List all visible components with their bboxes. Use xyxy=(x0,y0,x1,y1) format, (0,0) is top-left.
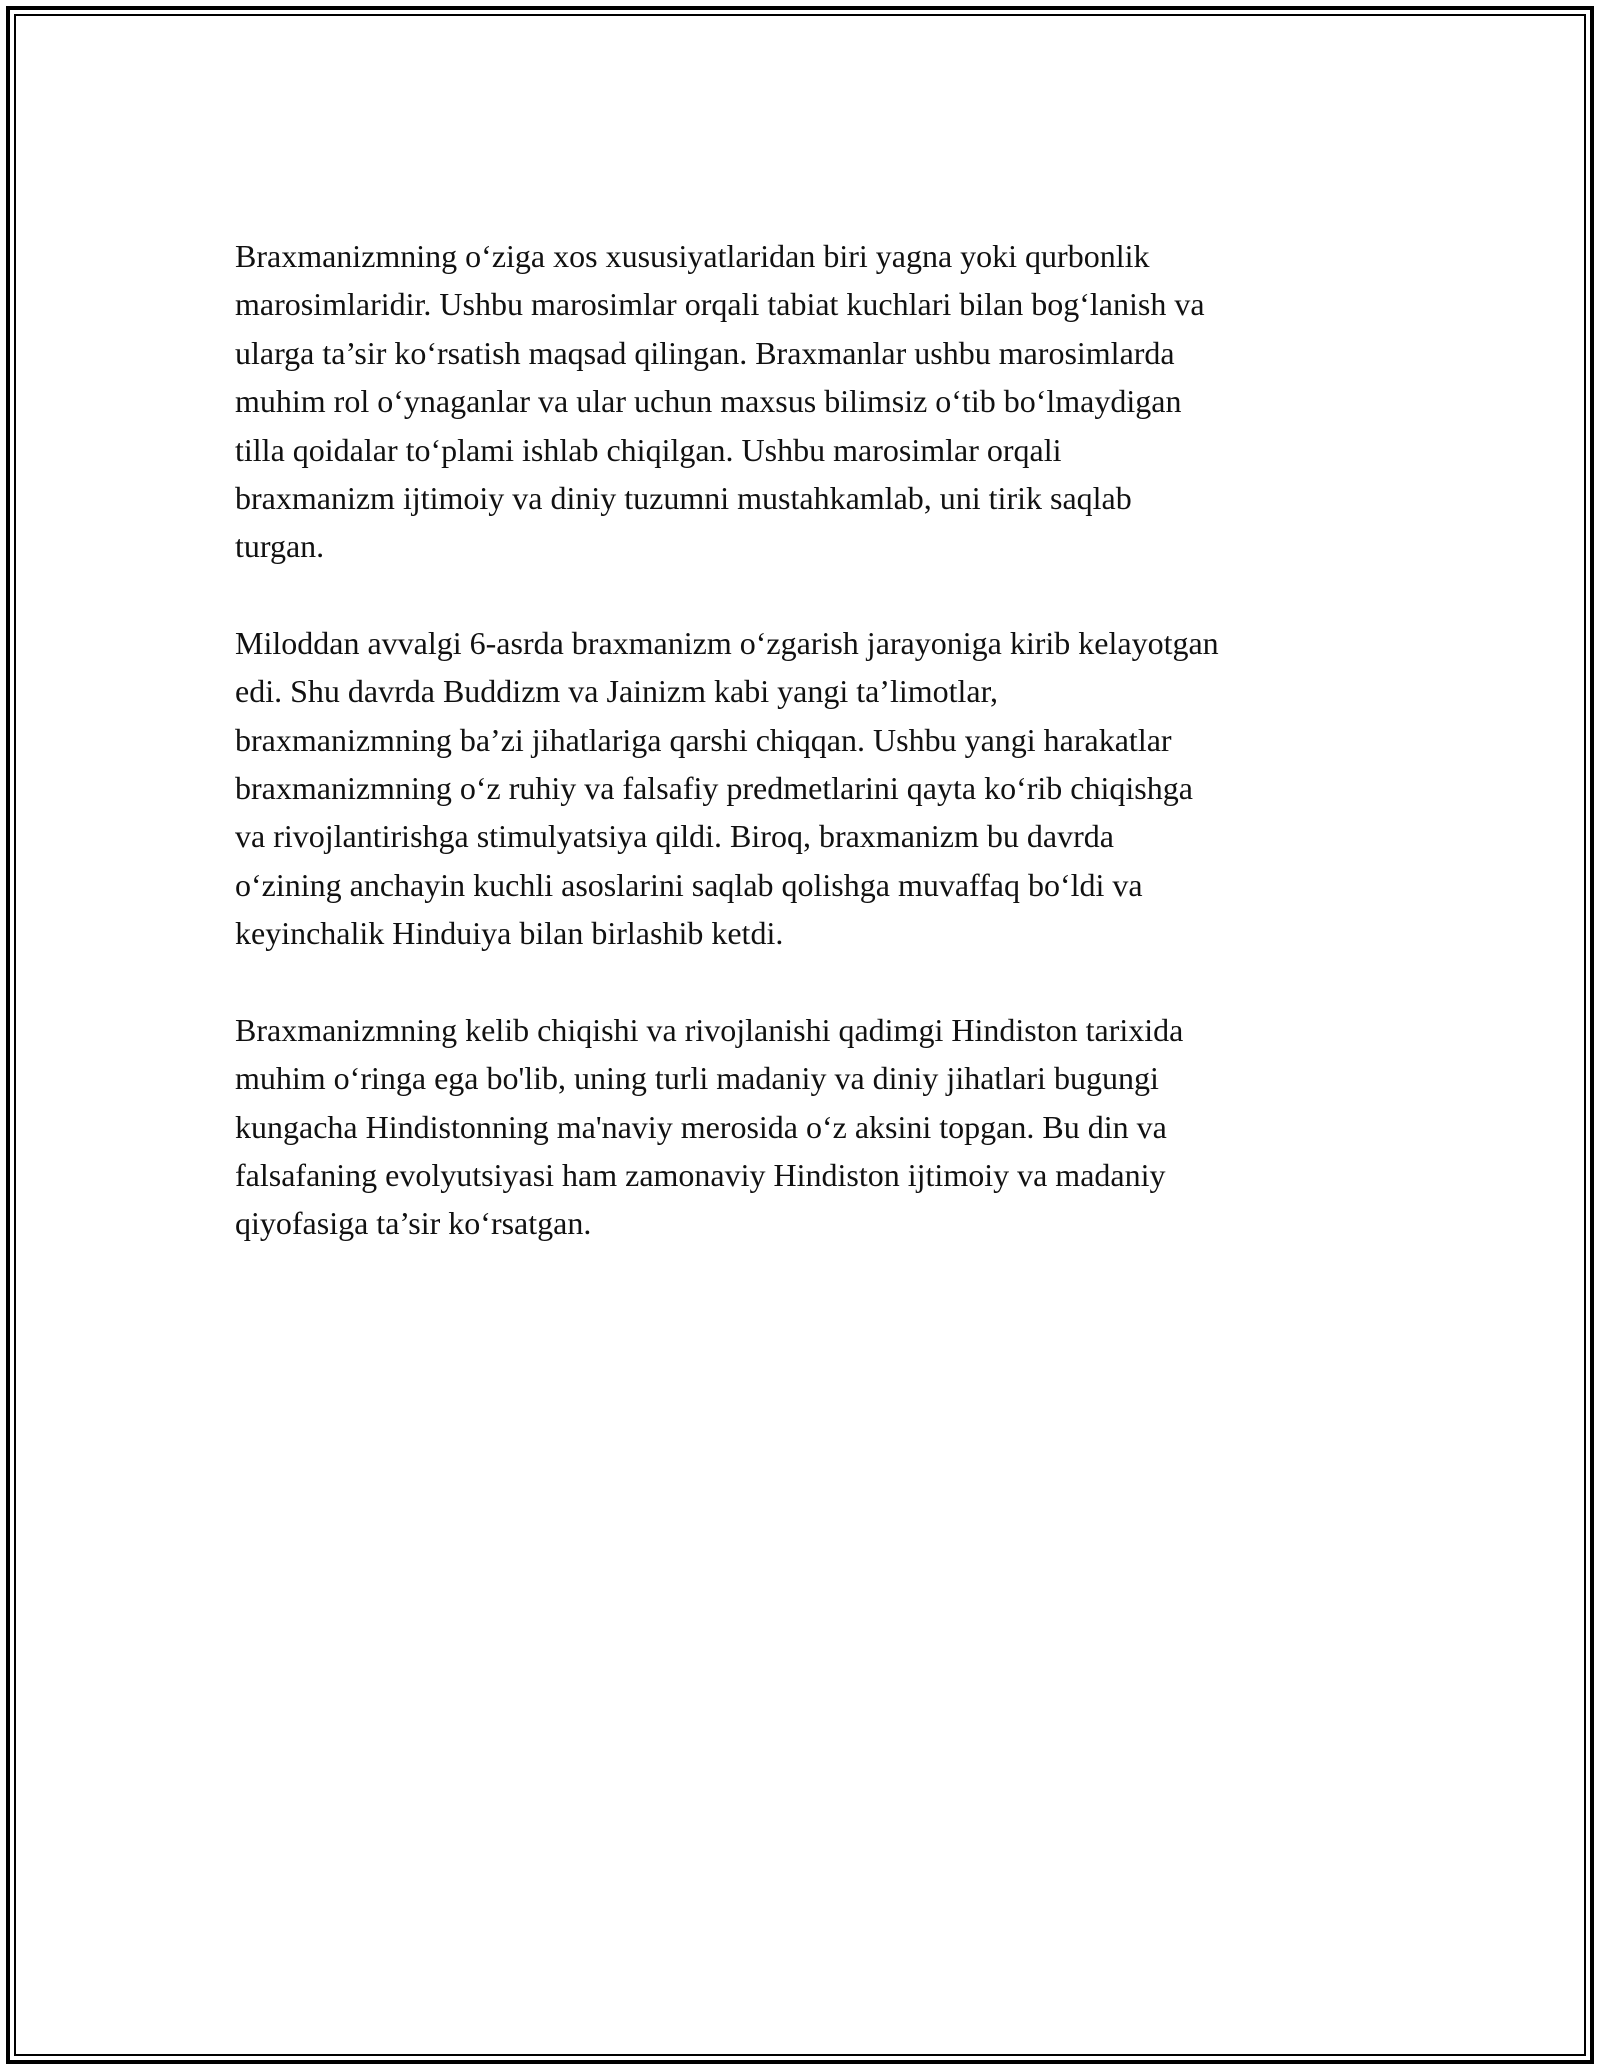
document-body xyxy=(235,232,1375,1296)
paragraph-3: Braxmanizmning kelib chiqishi va rivojlanishi qadimgi Hindiston tarixida muhim o‘ringa ega bo'lib, uning turli madaniy va diniy jihatlari bugungi kungacha Hindistonning ma'naviy merosida o‘z aksini topgan. Bu din va falsafaning evolyutsiyasi ham zamonaviy Hindiston ijtimoiy va madaniy qiyofasiga ta’sir ko‘rsatgan. xyxy=(235,1011,1184,1242)
paragraph-1: Braxmanizmning o‘ziga xos xususiyatlaridan biri yagna yoki qurbonlik marosimlaridir. Ushbu marosimlar orqali tabiat kuchlari bilan bog‘lanish va ularga ta’sir ko‘rsatish maqsad qilingan. Braxmanlar ushbu marosimlarda muhim rol o‘ynaganlar va ular uchun maxsus bilimsiz o‘tib bo‘lmaydigan tilla qoidalar to‘plami ishlab chiqilgan. Ushbu marosimlar orqali braxmanizm ijtimoiy va diniy tuzumni mustahkamlab, uni tirik saqlab turgan. xyxy=(235,238,1205,565)
paragraph-2: Miloddan avvalgi 6-asrda braxmanizm o‘zgarish jarayoniga kirib kelayotgan edi. Shu davrda Buddizm va Jainizm kabi yangi ta’limotlar, braxmanizmning ba’zi jihatlariga qarshi chiqqan. Ushbu yangi harakatlar braxmanizmning o‘z ruhiy va falsafiy predmetlarini qayta ko‘rib chiqishga va rivojlantirishga stimulyatsiya qildi. Biroq, braxmanizm bu davrda o‘zining anchayin kuchli asoslarini saqlab qolishga muvaffaq bo‘ldi va keyinchalik Hinduiya bilan birlashib ketdi. xyxy=(235,624,1219,952)
